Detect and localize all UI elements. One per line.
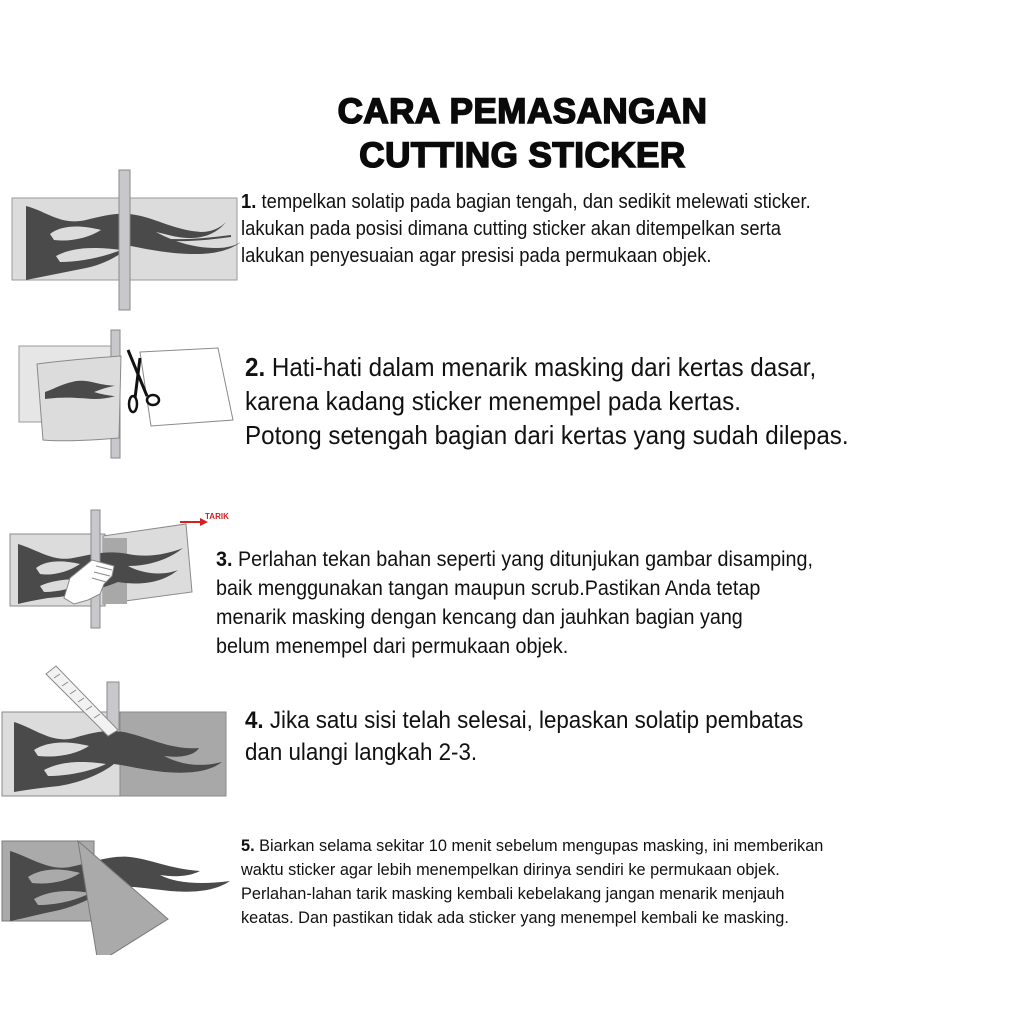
step-5-illustration bbox=[0, 835, 235, 960]
step-2-illustration bbox=[15, 328, 235, 468]
step-1-text: 1. tempelkan solatip pada bagian tengah, dan sedikit melewati sticker. lakukan pada posisi dimana cutting sticker akan ditempelkan serta lakukan penyesuaian agar presisi pada permukaan objek. bbox=[241, 191, 811, 267]
step-5-number: 5. bbox=[241, 836, 255, 855]
step-3-number: 3. bbox=[216, 548, 233, 571]
title-line-2: CUTTING STICKER bbox=[359, 136, 686, 175]
page-title bbox=[0, 90, 1010, 178]
step-1-illustration bbox=[10, 168, 240, 318]
step-2-text: 2. Hati-hati dalam menarik masking dari kertas dasar, karena kadang sticker menempel pada kertas. Potong setengah bagian dari kertas yang sudah dilepas. bbox=[245, 352, 849, 450]
title-line-1: CARA PEMASANGAN bbox=[337, 92, 708, 131]
tarik-annotation: TARIK bbox=[205, 512, 229, 521]
step-5-text: 5. Biarkan selama sekitar 10 menit sebelum mengupas masking, ini memberikan waktu sticker agar lebih menempelkan dirinya sendiri ke permukaan objek. Perlahan-lahan tarik masking kembali kebelakang jangan menarik menjauh keatas. Dan pastikan tidak ada sticker yang menempel kembali ke masking. bbox=[241, 836, 824, 927]
step-1-number: 1. bbox=[241, 191, 257, 213]
step-2-number: 2. bbox=[245, 352, 266, 382]
step-3-text: 3. Perlahan tekan bahan seperti yang ditunjukan gambar disamping, baik menggunakan tangan maupun scrub.Pastikan Anda tetap menarik masking dengan kencang dan jauhkan bagian yang belum menempel dari permukaan objek. bbox=[216, 548, 814, 658]
step-4-number: 4. bbox=[245, 707, 264, 734]
step-4-illustration bbox=[0, 660, 230, 805]
step-4-text: 4. Jika satu sisi telah selesai, lepaskan solatip pembatas dan ulangi langkah 2-3. bbox=[245, 707, 804, 766]
step-3-illustration bbox=[8, 508, 208, 638]
